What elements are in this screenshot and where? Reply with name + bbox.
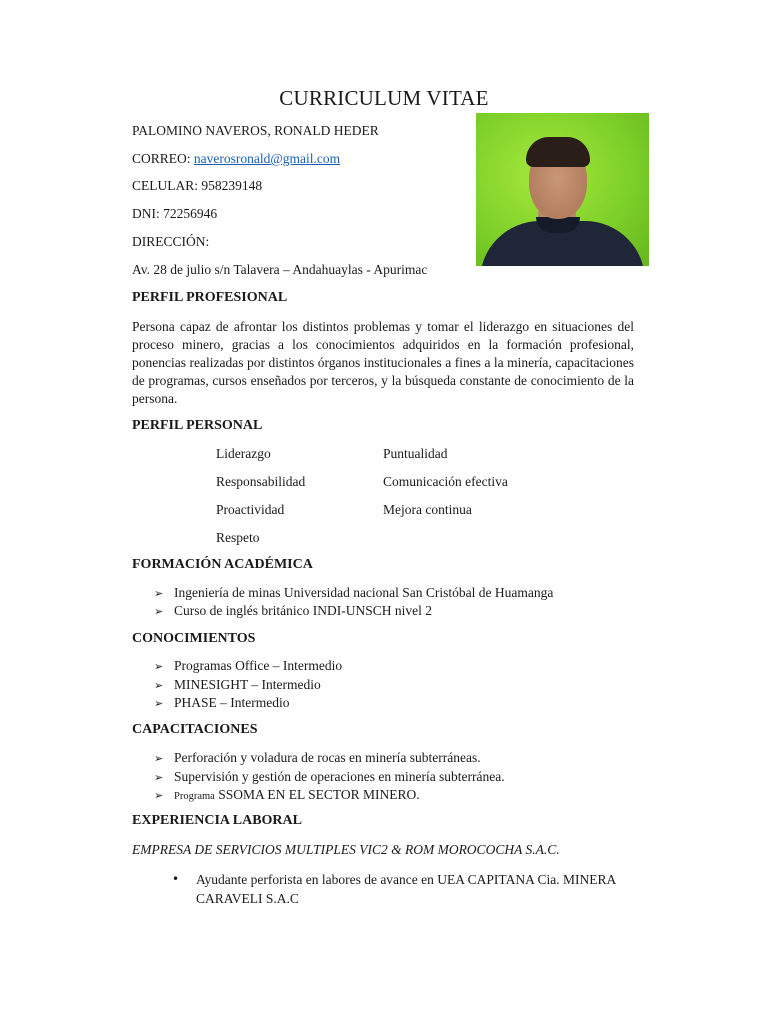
trait-item: Proactividad	[216, 502, 285, 517]
capacitaciones-heading: CAPACITACIONES	[132, 722, 258, 737]
profile-photo	[476, 113, 649, 266]
trait-item: Respeto	[216, 530, 260, 545]
arrow-bullet-icon: ➢	[154, 752, 164, 765]
trait-item: Responsabilidad	[216, 474, 306, 489]
list-item: ➢ Programas Office – Intermedio	[154, 658, 343, 673]
arrow-bullet-icon: ➢	[154, 679, 164, 692]
email-label: CORREO:	[132, 151, 194, 166]
formacion-heading: FORMACIÓN ACADÉMICA	[132, 557, 313, 572]
list-item: ➢ PHASE – Intermedio	[154, 695, 290, 710]
dni-line: DNI: 72256946	[132, 206, 218, 221]
email-link[interactable]: naverosronald@gmail.com	[193, 151, 341, 166]
trait-item: Mejora continua	[383, 502, 472, 517]
list-item: ➢ Perforación y voladura de rocas en minería subterráneas.	[154, 750, 481, 765]
arrow-bullet-icon: ➢	[154, 605, 164, 618]
arrow-bullet-icon: ➢	[154, 789, 164, 802]
email-line	[132, 151, 340, 167]
trait-item: Puntualidad	[383, 446, 448, 461]
list-item: • Ayudante perforista en labores de avance en UEA CAPITANA Cia. MINERA CARAVELI S.A.C	[172, 872, 616, 906]
phone-line: CELULAR: 958239148	[132, 178, 263, 193]
perfil-personal-heading: PERFIL PERSONAL	[132, 418, 263, 433]
conocimientos-heading: CONOCIMIENTOS	[132, 631, 256, 646]
trait-item: Liderazgo	[216, 446, 271, 461]
experiencia-heading: EXPERIENCIA LABORAL	[132, 813, 302, 828]
list-item: ➢ Curso de inglés británico INDI-UNSCH nivel 2	[154, 603, 432, 618]
document-title: CURRICULUM VITAE	[279, 86, 489, 110]
arrow-bullet-icon: ➢	[154, 660, 164, 673]
trait-item: Comunicación efectiva	[383, 474, 508, 489]
full-name: PALOMINO NAVEROS, RONALD HEDER	[132, 123, 379, 138]
perfil-profesional-text: Persona capaz de afrontar los distintos problemas y tomar el liderazgo en situaciones del proceso minero, gracias a los conocimientos adquiridos en la formación profesional, ponencias realizadas por distintos órganos institucionales a fines a la minería, capacitaciones de programas, cursos enseñados por terceros, y la búsqueda constante de conocimiento de la persona.	[132, 319, 634, 406]
list-item: ➢ MINESIGHT – Intermedio	[154, 677, 321, 692]
list-item: ➢ Ingeniería de minas Universidad nacional San Cristóbal de Huamanga	[154, 585, 554, 600]
arrow-bullet-icon: ➢	[154, 587, 164, 600]
arrow-bullet-icon: ➢	[154, 697, 164, 710]
address-label: DIRECCIÓN:	[132, 234, 210, 249]
dot-bullet-icon: •	[172, 872, 180, 886]
list-item: ➢ Programa SSOMA EN EL SECTOR MINERO.	[154, 787, 420, 802]
company-name: EMPRESA DE SERVICIOS MULTIPLES VIC2 & ROM MOROCOCHA S.A.C.	[132, 842, 560, 857]
list-item: ➢ Supervisión y gestión de operaciones en minería subterránea.	[154, 769, 505, 784]
perfil-profesional-heading: PERFIL PROFESIONAL	[132, 290, 288, 305]
address-line: Av. 28 de julio s/n Talavera – Andahuaylas - Apurimac	[132, 262, 428, 277]
arrow-bullet-icon: ➢	[154, 771, 164, 784]
